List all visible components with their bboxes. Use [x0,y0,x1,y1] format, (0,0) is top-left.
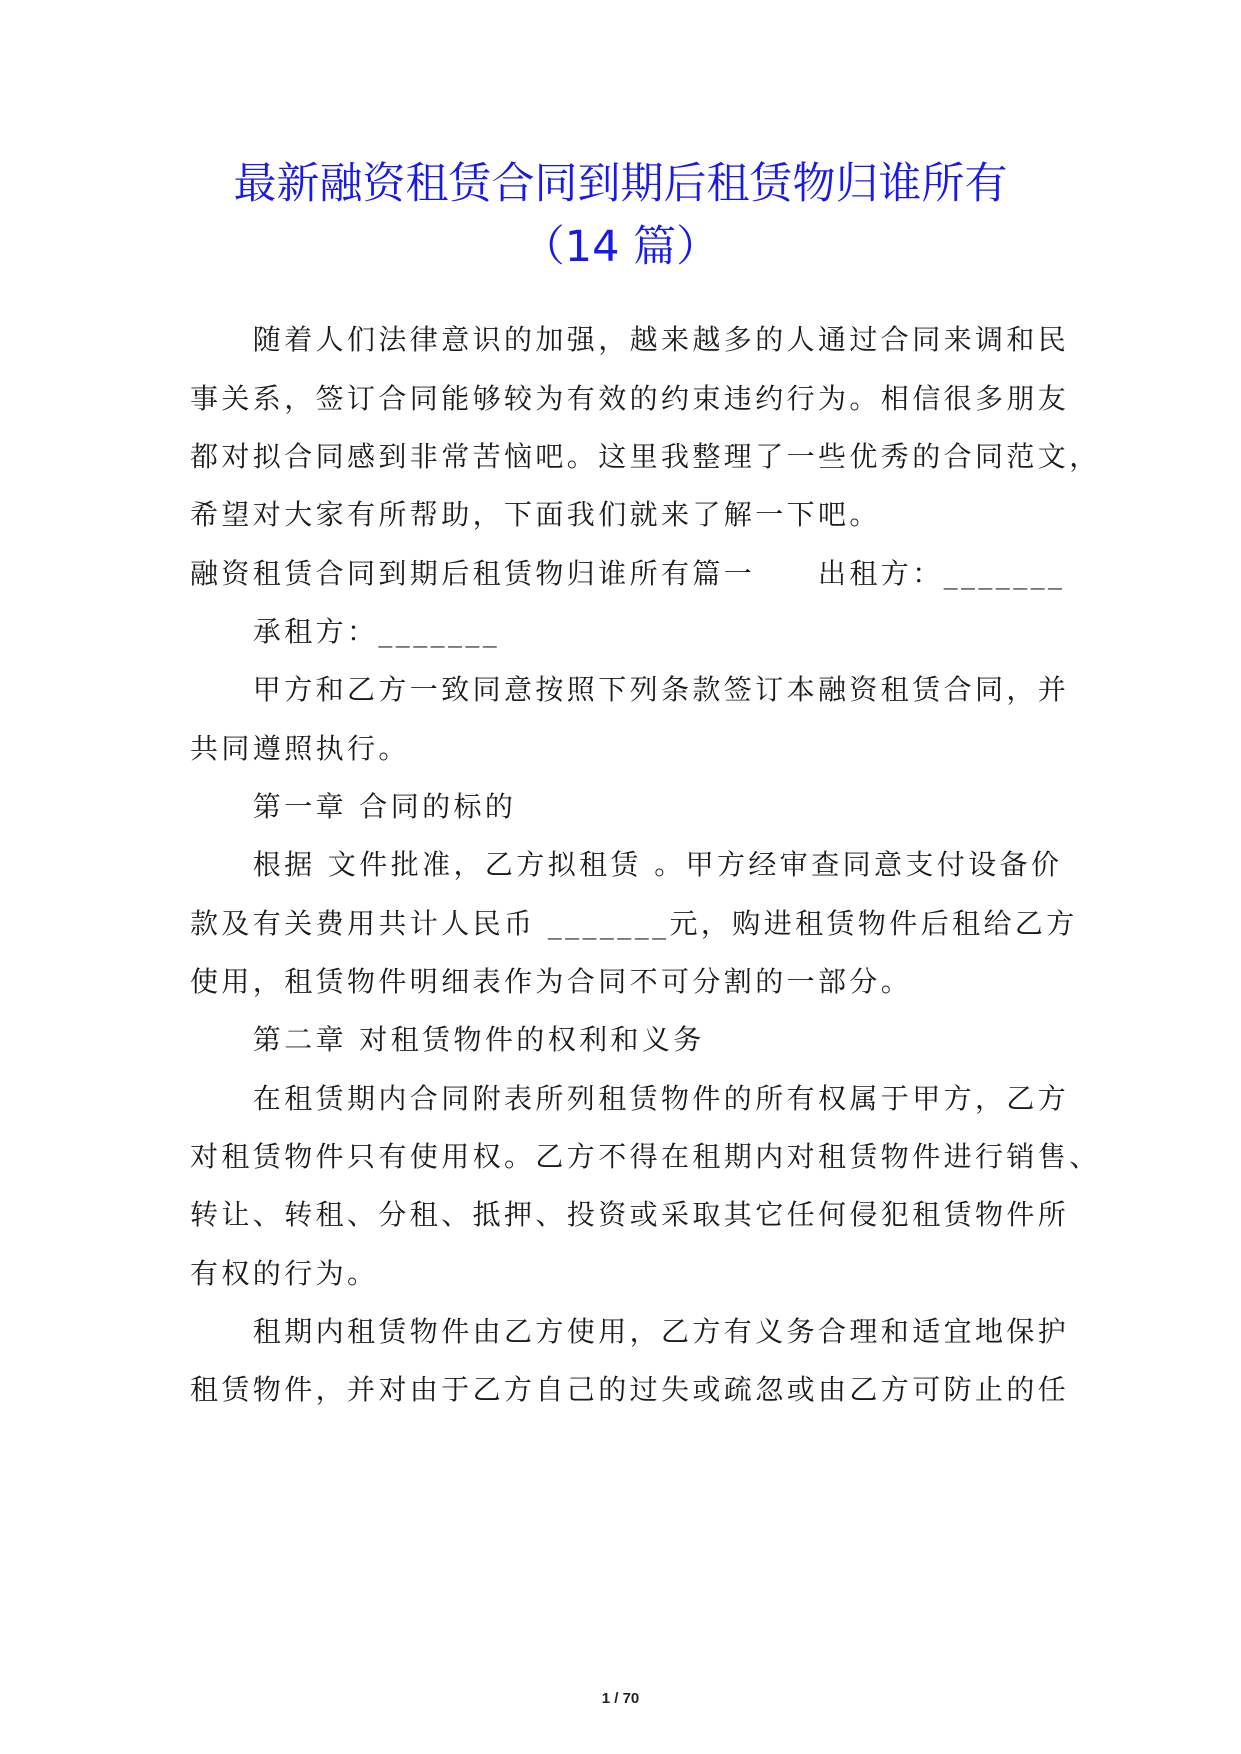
body-line: 都对拟合同感到非常苦恼吧。这里我整理了一些优秀的合同范文， [190,440,1101,473]
body-line: 在租赁期内合同附表所列租赁物件的所有权属于甲方，乙方 [190,1082,1070,1115]
body-line: 租赁物件，并对由于乙方自己的过失或疏忽或由乙方可防止的任 [190,1373,1070,1406]
body-line: 租期内租赁物件由乙方使用，乙方有义务合理和适宜地保护 [190,1315,1070,1348]
document-title-line1: 最新融资租赁合同到期后租赁物归谁所有 [233,159,1008,209]
body-line: 希望对大家有所帮助，下面我们就来了解一下吧。 [190,498,881,531]
body-line: 承租方：_______ [190,615,501,648]
chapter-heading: 第二章 对租赁物件的权利和义务 [190,1023,705,1056]
section-heading-line: 融资租赁合同到期后租赁物归谁所有篇一 出租方：_______ [190,557,1066,590]
body-line: 甲方和乙方一致同意按照下列条款签订本融资租赁合同，并 [190,673,1070,706]
body-line: 事关系，签订合同能够较为有效的约束违约行为。相信很多朋友 [190,382,1070,415]
body-line: 对租赁物件只有使用权。乙方不得在租期内对租赁物件进行销售、 [190,1140,1101,1173]
body-line: 转让、转租、分租、抵押、投资或采取其它任何侵犯租赁物件所 [190,1198,1070,1231]
chapter-heading: 第一章 合同的标的 [190,790,517,823]
body-line: 使用，租赁物件明细表作为合同不可分割的一部分。 [190,965,913,998]
body-line: 共同遵照执行。 [190,732,410,765]
body-line: 根据 文件批准，乙方拟租赁 。甲方经审查同意支付设备价 [190,848,1063,881]
body-line: 随着人们法律意识的加强，越来越多的人通过合同来调和民 [190,323,1070,356]
body-line: 款及有关费用共计人民币 _______元，购进租赁物件后租给乙方 [190,907,1078,940]
page-number: 1 / 70 [601,1690,640,1707]
document-title-line2: （14 篇） [521,222,720,272]
body-line: 有权的行为。 [190,1257,379,1290]
